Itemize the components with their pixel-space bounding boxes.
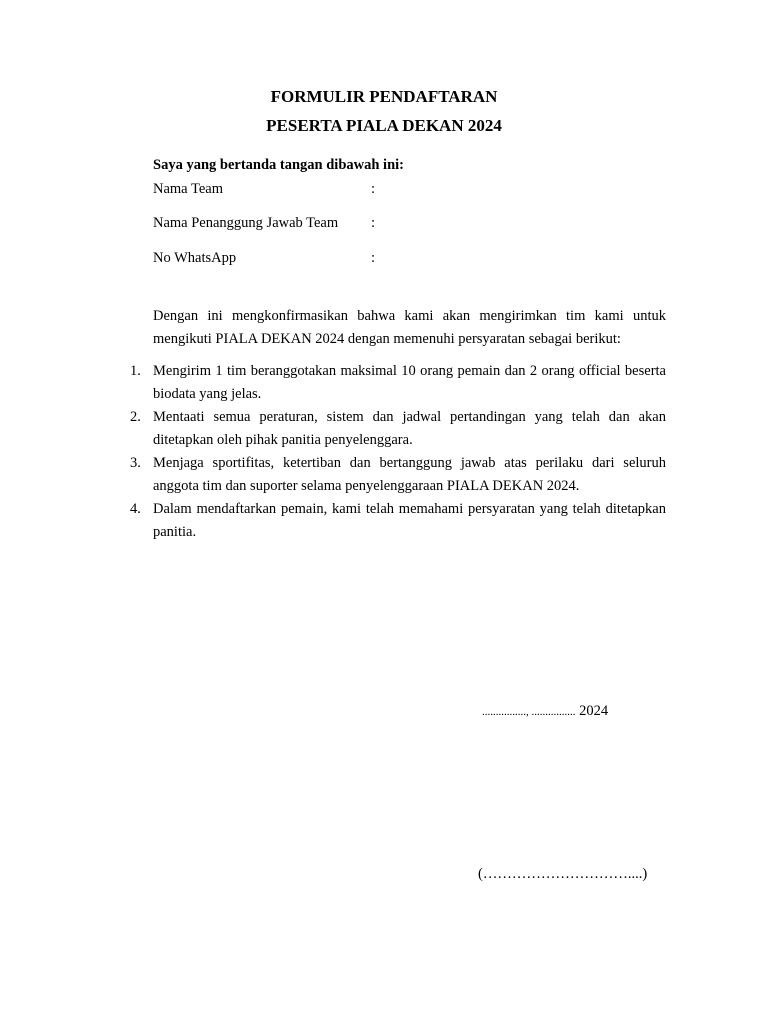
list-text: Mengirim 1 tim beranggotakan maksimal 10 orang pemain dan 2 orang official beserta biodata yang jelas.: [153, 363, 666, 402]
list-number: 3.: [130, 455, 141, 471]
list-item: [126, 452, 666, 498]
list-item: [126, 406, 666, 452]
field-whatsapp: [153, 250, 673, 270]
form-title: FORMULIR PENDAFTARAN: [270, 87, 498, 106]
field-team-lead: [153, 215, 673, 235]
list-item: [126, 360, 666, 406]
list-number: 4.: [130, 501, 141, 517]
date-year: 2024: [575, 703, 609, 719]
field-colon: :: [371, 250, 376, 266]
requirements-list: [126, 360, 666, 544]
field-team-name: [153, 181, 673, 201]
form-subtitle: PESERTA PIALA DEKAN 2024: [266, 116, 502, 135]
date-placeholder: ................, ................: [482, 706, 576, 718]
intro-statement: Saya yang bertanda tangan dibawah ini:: [153, 157, 404, 173]
field-colon: :: [371, 181, 376, 197]
date-line: [482, 703, 608, 720]
field-colon: :: [371, 215, 376, 231]
list-text: Menjaga sportifitas, ketertiban dan bertanggung jawab atas perilaku dari seluruh anggota tim dan suporter selama penyelenggaraan PIALA DEKAN 2024.: [153, 455, 666, 494]
confirmation-paragraph: Dengan ini mengkonfirmasikan bahwa kami akan mengirimkan tim kami untuk mengikuti PIALA DEKAN 2024 dengan memenuhi persyaratan sebagai berikut:: [153, 308, 666, 347]
signature-line: (…………………………....): [478, 866, 648, 882]
list-text: Dalam mendaftarkan pemain, kami telah memahami persyaratan yang telah ditetapkan panitia.: [153, 501, 666, 540]
list-item: [126, 498, 666, 544]
list-text: Mentaati semua peraturan, sistem dan jadwal pertandingan yang telah dan akan ditetapkan oleh pihak panitia penyelenggara.: [153, 409, 666, 448]
list-number: 1.: [130, 363, 141, 379]
field-label: Nama Penanggung Jawab Team: [153, 215, 339, 231]
field-label: Nama Team: [153, 181, 223, 197]
field-label: No WhatsApp: [153, 250, 237, 266]
list-number: 2.: [130, 409, 141, 425]
